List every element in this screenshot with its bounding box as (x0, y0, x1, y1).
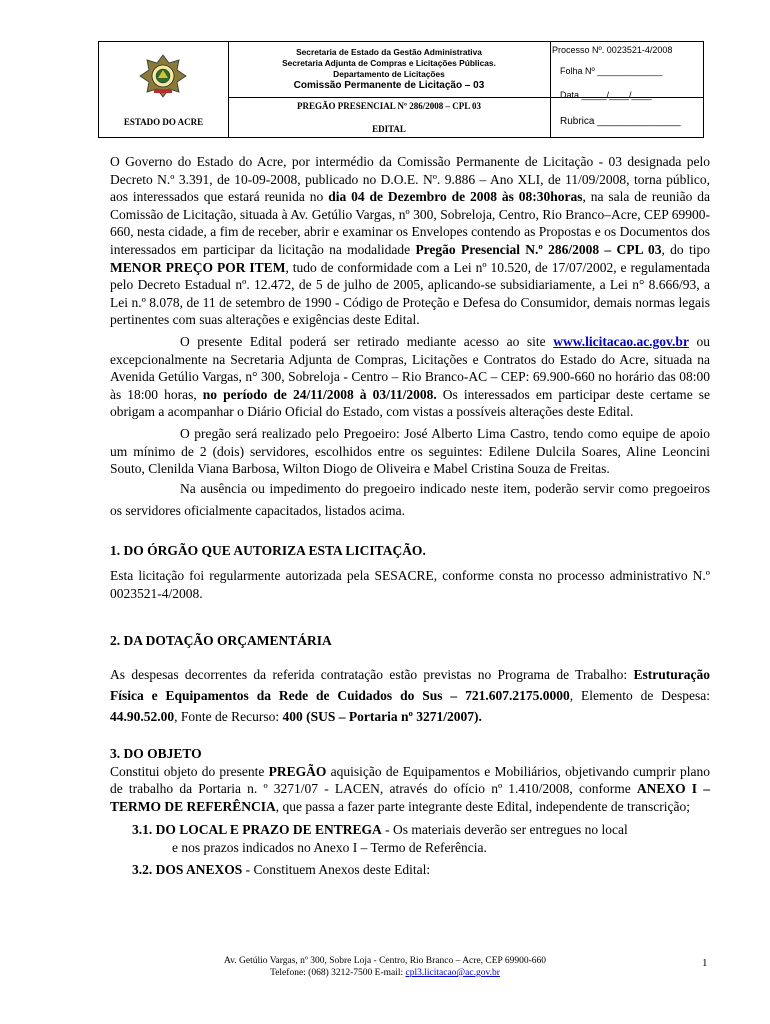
agency-line-2: Secretaria Adjunta de Compras e Licitações Públicas. (282, 58, 496, 68)
intro-paragraph-1: O Governo do Estado do Acre, por intermédio da Comissão Permanente de Licitação - 03 designada pelo Decreto N.º 3.391, de 10-09-2008, publicado no D.O.E. Nº. 9.886 – Ano XLI, de 11/09/2008, torna público, aos interessados que estará reunida no dia 04 de Dezembro de 2008 às 08:30horas, na sala de reunião da Comissão de Licitação, situada à Av. Getúlio Vargas, nº 300, Sobreloja, Centro, Rio Branco–Acre, CEP 69900-660, nesta cidade, a fim de receber, abrir e examinar os Envelopes contendo as Propostas e os Documentos dos interessados em participar da licitação na modalidade Pregão Presencial N.º 286/2008 – CPL 03, do tipo MENOR PREÇO POR ITEM, tudo de conformidade com a Lei nº 10.520, de 17/07/2002, e regulamentada pelo Decreto Estadual nº. 12.472, de 5 de julho de 2005, aplicando-se subsidiariamente, a Lei n° 8.666/93, a Lei n.º 8.078, de 11 de setembro de 1990 - Código de Proteção e Defesa do Consumidor, demais normas legais pertinentes com suas alterações e exigências deste Edital. (110, 154, 710, 328)
page-number: 1 (702, 957, 708, 969)
state-name: ESTADO DO ACRE (123, 117, 204, 127)
process-divider (550, 97, 703, 98)
document-header (98, 41, 704, 138)
section-1-title: 1. DO ÓRGÃO QUE AUTORIZA ESTA LICITAÇÃO. (110, 542, 426, 558)
header-logo-cell (99, 42, 229, 137)
section-3-text: Constitui objeto do presente PREGÃO aquisição de Equipamentos e Mobiliários, objetivando cumprir plano de trabalho da Portaria n. º 3271/07 - LACEN, através do ofício nº 1.410/2008, conforme ANEXO I – TERMO DE REFERÊNCIA, que passa a fazer parte integrante deste Edital, independente de transcrição; (110, 763, 710, 814)
rubrica-field: Rubrica _______________ (560, 116, 681, 127)
document-body (110, 153, 710, 878)
intro-paragraph-2: O presente Edital poderá ser retirado mediante acesso ao site www.licitacao.ac.gov.br ou excepcionalmente na Secretaria Adjunta de Compras, Licitações e Contratos do Estado do Acre, situada na Avenida Getúlio Vargas, n° 300, Sobreloja - Centro – Rio Branco-AC – CEP: 69.900-660 no horário das 08:00 às 18:00 horas, no período de 24/11/2008 à 03/11/2008. Os interessados em participar deste certame se obrigam a acompanhar o Diário Oficial do Estado, com vistas a possíveis alterações deste Edital. (110, 333, 710, 420)
section-1-text: Esta licitação foi regularmente autorizada pela SESACRE, conforme consta no processo administrativo N.º 0023521-4/2008. (110, 568, 710, 601)
process-number: Processo Nº. 0023521-4/2008 (552, 45, 673, 55)
edital-title: EDITAL (372, 124, 406, 134)
agency-line-1: Secretaria de Estado da Gestão Administrativa (296, 47, 482, 57)
site-link[interactable]: www.licitacao.ac.gov.br (553, 333, 689, 349)
section-2-text: As despesas decorrentes da referida contratação estão previstas no Programa de Trabalho: Estruturação Física e Equipamentos da Rede de Cuidados do Sus – 721.607.2175.0000, Elemento de Despesa: 44.90.52.00, Fonte de Recurso: 400 (SUS – Portaria nº 3271/2007). (110, 667, 710, 725)
pregao-title: PREGÃO PRESENCIAL Nº 286/2008 – CPL 03 (297, 101, 481, 111)
state-coat-of-arms-icon (139, 54, 187, 98)
folha-field: Folha Nº _____________ (560, 66, 663, 76)
footer-address: Av. Getúlio Vargas, nº 300, Sobre Loja - Centro, Rio Branco – Acre, CEP 69900-660 (223, 956, 547, 966)
section-3-2: 3.2. DOS ANEXOS - Constituem Anexos deste Edital: (132, 861, 431, 877)
section-3-title: 3. DO OBJETO (110, 746, 202, 762)
commission-name: Comissão Permanente de Licitação – 03 (293, 80, 485, 91)
page-footer (0, 955, 770, 979)
header-process-cell (550, 42, 703, 137)
intro-paragraph-4: Na ausência ou impedimento do pregoeiro indicado neste item, poderão servir como pregoeiros os servidores oficialmente capacitados, listados acima. (110, 480, 710, 518)
agency-line-3: Departamento de Licitações (333, 69, 445, 79)
data-field: Data _____/____/____ (560, 90, 652, 100)
footer-email-link[interactable]: cpl3.licitacao@ac.gov.br (405, 968, 500, 978)
header-title-cell (228, 42, 551, 137)
agency-block (228, 47, 550, 91)
footer-contact: Telefone: (068) 3212-7500 E-mail: cpl3.licitacao@ac.gov.br (270, 968, 500, 978)
section-2-title: 2. DA DOTAÇÃO ORÇAMENTÁRIA (110, 633, 332, 649)
header-divider (228, 97, 550, 98)
section-3-1: 3.1. DO LOCAL E PRAZO DE ENTREGA - Os materiais deverão ser entregues no local e nos prazos indicados no Anexo I – Termo de Referência. (132, 822, 628, 856)
intro-paragraph-3: O pregão será realizado pelo Pregoeiro: José Alberto Lima Castro, tendo como equipe de apoio um mínimo de 2 (dois) servidores, escolhidos entre os seguintes: Edilene Dulcila Soares, Aline Leoncini Souto, Clenilda Viana Barbosa, Wilton Diogo de Oliveira e Mabel Cristina Souza de Freitas. (110, 425, 710, 477)
